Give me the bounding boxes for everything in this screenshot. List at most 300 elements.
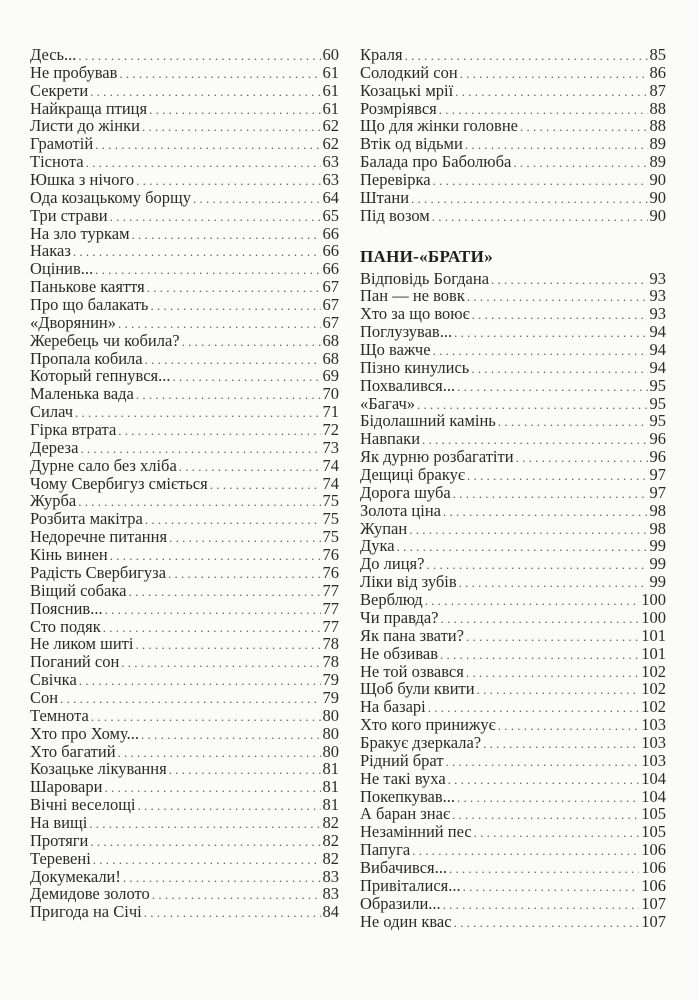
toc-left-column <box>30 46 339 921</box>
toc-entry-page: 83 <box>322 866 339 886</box>
dot-leader <box>90 83 320 101</box>
toc-entry <box>30 653 339 671</box>
dot-leader <box>123 869 321 887</box>
toc-entry <box>30 635 339 653</box>
dot-leader <box>104 779 320 797</box>
section-gap <box>360 225 666 244</box>
toc-entry-page: 74 <box>322 455 339 475</box>
toc-entry-title: «Багач» <box>360 393 416 413</box>
toc-entry <box>360 752 666 770</box>
toc-entry <box>30 850 339 868</box>
toc-entry-page: 103 <box>641 732 666 752</box>
toc-entry-title: Не такі вуха <box>360 768 446 788</box>
toc-entry-page: 95 <box>649 375 666 395</box>
toc-entry-page: 93 <box>649 286 666 306</box>
toc-entry-title: Пояснив... <box>30 598 103 618</box>
toc-entry-title: Балада про Баболюба <box>360 152 512 172</box>
dot-leader <box>474 824 640 842</box>
dot-leader <box>168 565 320 583</box>
toc-entry <box>360 377 666 395</box>
toc-entry-title: Жеребець чи кобила? <box>30 330 180 350</box>
toc-entry-title: Дещиці бракує <box>360 465 465 485</box>
toc-entry-title: Що важче <box>360 340 431 360</box>
toc-right-top-list <box>360 46 666 225</box>
toc-entry <box>30 457 339 475</box>
toc-entry-title: Бідолашний камінь <box>360 411 496 431</box>
toc-entry-title: На вищі <box>30 812 88 832</box>
toc-entry <box>30 546 339 564</box>
toc-entry-title: Відповідь Богдана <box>360 268 490 288</box>
toc-entry-title: Верблюд <box>360 590 423 610</box>
toc-right-column <box>360 46 666 930</box>
toc-entry-title: Хто за що воює <box>360 304 470 324</box>
toc-entry-page: 70 <box>322 384 339 404</box>
toc-entry-title: Поглузував... <box>360 322 453 342</box>
toc-entry-title: Протяги <box>30 830 89 850</box>
toc-entry <box>30 207 339 225</box>
toc-entry <box>30 82 339 100</box>
toc-entry <box>30 367 339 385</box>
toc-entry-title: Привіталися... <box>360 875 461 895</box>
toc-entry-title: Тіснота <box>30 152 84 172</box>
toc-entry-page: 106 <box>641 840 666 860</box>
toc-entry-page: 80 <box>322 723 339 743</box>
toc-entry-page: 63 <box>322 170 339 190</box>
toc-entry-title: Дурне сало без хліба <box>30 455 177 475</box>
toc-entry-page: 94 <box>649 357 666 377</box>
toc-entry-title: Найкраща птиця <box>30 98 148 118</box>
toc-entry-title: Гірка втрата <box>30 420 117 440</box>
toc-entry <box>360 82 666 100</box>
toc-entry-title: Пізно кинулись <box>360 357 470 377</box>
toc-entry <box>360 135 666 153</box>
toc-entry-page: 81 <box>322 759 339 779</box>
toc-entry <box>30 260 339 278</box>
toc-entry-title: Козацькі мрії <box>360 80 454 100</box>
toc-entry <box>30 153 339 171</box>
toc-entry-page: 93 <box>649 304 666 324</box>
toc-entry <box>360 805 666 823</box>
dot-leader <box>397 538 648 556</box>
toc-entry-title: Хто кого принижує <box>360 715 496 735</box>
toc-entry <box>30 528 339 546</box>
toc-entry-title: Дука <box>360 536 395 556</box>
toc-entry-title: Теревені <box>30 848 91 868</box>
toc-entry-page: 106 <box>641 857 666 877</box>
toc-entry-title: Козацьке лікування <box>30 759 167 779</box>
toc-entry-title: «Дворянин» <box>30 312 117 332</box>
toc-entry-page: 84 <box>322 902 339 922</box>
toc-entry-title: Не обзивав <box>360 643 439 663</box>
dot-leader <box>91 708 321 726</box>
toc-entry-title: Сон <box>30 687 59 707</box>
dot-leader <box>472 306 648 324</box>
toc-entry-title: Як пана звати? <box>360 625 464 645</box>
dot-leader <box>119 65 320 83</box>
toc-entry-page: 98 <box>649 518 666 538</box>
toc-entry-title: Щоб були квити <box>360 679 475 699</box>
toc-entry-page: 102 <box>641 661 666 681</box>
dot-leader <box>460 65 648 83</box>
toc-entry <box>360 734 666 752</box>
toc-entry-page: 105 <box>641 822 666 842</box>
toc-entry-page: 96 <box>649 447 666 467</box>
toc-entry-page: 80 <box>322 705 339 725</box>
toc-section-list <box>360 270 666 931</box>
toc-entry-title: Жупан <box>360 518 408 538</box>
toc-entry-title: Дорога шуба <box>360 482 451 502</box>
toc-entry-title: Чому Свербигуз сміється <box>30 473 208 493</box>
toc-entry-title: Не один квас <box>360 911 452 931</box>
toc-entry-page: 97 <box>649 465 666 485</box>
toc-entry-page: 103 <box>641 715 666 735</box>
toc-entry-title: Папуга <box>360 840 411 860</box>
toc-entry <box>360 117 666 135</box>
toc-entry <box>360 153 666 171</box>
dot-leader <box>513 154 647 172</box>
toc-entry-title: Оцінив... <box>30 259 94 279</box>
toc-entry-page: 90 <box>649 170 666 190</box>
toc-entry-page: 107 <box>641 911 666 931</box>
toc-entry-page: 99 <box>649 554 666 574</box>
toc-entry <box>360 716 666 734</box>
toc-entry-page: 72 <box>322 420 339 440</box>
toc-entry-title: Кінь винен <box>30 545 108 565</box>
toc-entry-title: Незамінний пес <box>360 822 472 842</box>
toc-entry-page: 74 <box>322 473 339 493</box>
dot-leader <box>520 118 648 136</box>
toc-entry-page: 107 <box>641 893 666 913</box>
dot-leader <box>60 690 320 708</box>
dot-leader <box>147 279 321 297</box>
toc-entry-page: 82 <box>322 812 339 832</box>
toc-entry <box>360 877 666 895</box>
toc-entry-title: Пан — не вовк <box>360 286 465 306</box>
toc-entry <box>30 475 339 493</box>
toc-entry <box>30 510 339 528</box>
toc-entry <box>360 502 666 520</box>
toc-entry-page: 104 <box>641 768 666 788</box>
toc-entry-title: Юшка з нічого <box>30 170 135 190</box>
toc-entry-title: На базарі <box>360 697 426 717</box>
dot-leader <box>467 288 648 306</box>
toc-entry-page: 60 <box>322 45 339 64</box>
toc-entry-page: 86 <box>649 62 666 82</box>
toc-entry <box>30 296 339 314</box>
toc-entry-page: 85 <box>649 45 666 64</box>
toc-entry <box>30 760 339 778</box>
dot-leader <box>449 860 639 878</box>
toc-entry-page: 88 <box>649 98 666 118</box>
toc-entry-page: 99 <box>649 536 666 556</box>
dot-leader <box>452 806 639 824</box>
toc-entry <box>360 341 666 359</box>
toc-entry-page: 69 <box>322 366 339 386</box>
toc-entry-title: Вічні веселощі <box>30 795 136 815</box>
toc-entry-title: Як дурню розбагатіти <box>360 447 514 467</box>
toc-entry-title: Бракує дзеркала? <box>360 732 482 752</box>
toc-entry <box>30 100 339 118</box>
toc-entry <box>30 385 339 403</box>
toc-entry <box>30 618 339 636</box>
toc-entry-title: Темнота <box>30 705 89 725</box>
dot-leader <box>441 610 640 628</box>
toc-entry-title: Навпаки <box>360 429 421 449</box>
toc-entry <box>360 913 666 931</box>
toc-entry <box>360 680 666 698</box>
toc-entry-page: 102 <box>641 679 666 699</box>
dot-leader <box>454 324 647 342</box>
toc-entry <box>30 778 339 796</box>
dot-leader <box>477 681 640 699</box>
toc-entry-title: Не ликом шиті <box>30 634 134 654</box>
dot-leader <box>498 717 640 735</box>
toc-entry-page: 80 <box>322 741 339 761</box>
dot-leader <box>73 243 321 261</box>
toc-entry <box>30 350 339 368</box>
toc-entry-page: 76 <box>322 562 339 582</box>
toc-entry <box>30 171 339 189</box>
toc-entry-page: 66 <box>322 259 339 279</box>
dot-leader <box>466 664 639 682</box>
toc-entry <box>30 242 339 260</box>
dot-leader <box>149 101 320 119</box>
toc-entry <box>360 823 666 841</box>
toc-entry-page: 61 <box>322 80 339 100</box>
toc-entry <box>360 609 666 627</box>
toc-entry-page: 67 <box>322 295 339 315</box>
toc-entry-page: 101 <box>641 643 666 663</box>
toc-entry <box>360 484 666 502</box>
toc-entry <box>360 395 666 413</box>
toc-entry-page: 98 <box>649 500 666 520</box>
dot-leader <box>169 761 321 779</box>
toc-entry-title: На зло туркам <box>30 223 130 243</box>
toc-entry <box>30 582 339 600</box>
toc-entry-title: Три страви <box>30 205 108 225</box>
toc-entry-page: 93 <box>649 268 666 288</box>
toc-entry-page: 76 <box>322 545 339 565</box>
dot-leader <box>105 601 321 619</box>
toc-entry <box>360 171 666 189</box>
toc-entry-title: Що для жінки головне <box>360 116 518 136</box>
toc-entry <box>30 135 339 153</box>
toc-entry-page: 88 <box>649 116 666 136</box>
toc-entry <box>30 796 339 814</box>
toc-entry-page: 66 <box>322 241 339 261</box>
toc-entry <box>30 189 339 207</box>
toc-entry-page: 99 <box>649 572 666 592</box>
toc-entry-title: Шаровари <box>30 777 103 797</box>
toc-entry-title: Десь... <box>30 45 77 64</box>
toc-entry-page: 78 <box>322 652 339 672</box>
dot-leader <box>179 458 321 476</box>
toc-entry-page: 100 <box>641 590 666 610</box>
toc-entry-page: 68 <box>322 330 339 350</box>
toc-entry-title: Чи правда? <box>360 607 439 627</box>
toc-entry-title: Розмріявся <box>360 98 437 118</box>
toc-entry <box>360 841 666 859</box>
toc-entry-title: Докумекали! <box>30 866 121 886</box>
toc-entry <box>30 117 339 135</box>
dot-leader <box>443 503 648 521</box>
dot-leader <box>141 726 321 744</box>
toc-entry-title: Не пробував <box>30 62 118 82</box>
dot-leader <box>137 797 320 815</box>
toc-entry-page: 103 <box>641 750 666 770</box>
toc-entry-title: Недоречне питання <box>30 527 168 547</box>
toc-entry-page: 65 <box>322 205 339 225</box>
dot-leader <box>498 413 648 431</box>
toc-entry-title: Образили... <box>360 893 441 913</box>
dot-leader <box>145 511 321 529</box>
toc-entry <box>360 555 666 573</box>
dot-leader <box>144 904 321 922</box>
toc-entry <box>30 564 339 582</box>
toc-entry-page: 102 <box>641 697 666 717</box>
dot-leader <box>411 190 647 208</box>
toc-entry <box>360 100 666 118</box>
toc-entry <box>30 421 339 439</box>
dot-leader <box>459 574 648 592</box>
toc-entry-title: Не той озвався <box>360 661 464 681</box>
toc-entry-page: 61 <box>322 98 339 118</box>
toc-entry-title: Рідний брат <box>360 750 444 770</box>
dot-leader <box>463 878 640 896</box>
toc-entry <box>360 859 666 877</box>
toc-entry-page: 100 <box>641 607 666 627</box>
dot-leader <box>453 485 648 503</box>
toc-entry <box>30 689 339 707</box>
toc-entry-title: Золота ціна <box>360 500 441 520</box>
toc-entry-title: Краля <box>360 45 403 64</box>
dot-leader <box>150 297 320 315</box>
toc-entry-page: 94 <box>649 340 666 360</box>
toc-entry-page: 62 <box>322 116 339 136</box>
toc-entry-page: 75 <box>322 509 339 529</box>
toc-entry-page: 82 <box>322 848 339 868</box>
toc-entry-title: Секрети <box>30 80 89 100</box>
dot-leader <box>409 521 647 539</box>
toc-entry-title: Хто про Хому... <box>30 723 139 743</box>
toc-entry-title: Пропала кобила <box>30 348 143 368</box>
toc-entry <box>30 671 339 689</box>
toc-entry <box>30 903 339 921</box>
toc-entry-title: Хто багатий <box>30 741 116 761</box>
toc-entry-page: 66 <box>322 223 339 243</box>
toc-entry-page: 87 <box>649 80 666 100</box>
dot-leader <box>455 83 647 101</box>
toc-entry <box>30 278 339 296</box>
toc-entry-page: 83 <box>322 884 339 904</box>
toc-entry-title: Журба <box>30 491 77 511</box>
dot-leader <box>425 592 640 610</box>
toc-entry <box>30 439 339 457</box>
toc-entry-title: Пригода на Січі <box>30 902 142 922</box>
toc-entry-page: 75 <box>322 527 339 547</box>
toc-entry-title: Ліки від зубів <box>360 572 457 592</box>
toc-entry <box>360 430 666 448</box>
toc-entry-page: 61 <box>322 62 339 82</box>
toc-entry-title: Розбита макітра <box>30 509 143 529</box>
toc-entry-title: Перевірка <box>360 170 431 190</box>
toc-entry-page: 73 <box>322 437 339 457</box>
toc-entry <box>360 591 666 609</box>
toc-entry-title: Наказ <box>30 241 71 261</box>
section-heading: ПАНИ-«БРАТИ» <box>360 246 494 266</box>
toc-entry-page: 77 <box>322 580 339 600</box>
dot-leader <box>152 886 321 904</box>
toc-entry <box>360 537 666 555</box>
dot-leader <box>128 583 320 601</box>
toc-entry-title: А баран знає <box>360 804 451 824</box>
toc-entry-page: 79 <box>322 670 339 690</box>
toc-entry-page: 68 <box>322 348 339 368</box>
toc-entry-title: Который гепнувся... <box>30 366 171 386</box>
toc-entry <box>360 466 666 484</box>
dot-leader <box>433 172 648 190</box>
dot-leader <box>132 226 321 244</box>
toc-entry <box>30 743 339 761</box>
toc-entry-page: 75 <box>322 491 339 511</box>
toc-entry <box>360 305 666 323</box>
toc-entry <box>360 573 666 591</box>
dot-leader <box>121 654 320 672</box>
toc-entry-title: Дереза <box>30 437 79 457</box>
dot-leader <box>89 815 320 833</box>
toc-entry <box>360 412 666 430</box>
toc-entry <box>360 46 666 64</box>
dot-leader <box>79 672 321 690</box>
toc-entry-page: 78 <box>322 634 339 654</box>
toc-entry-page: 90 <box>649 187 666 207</box>
toc-entry-page: 63 <box>322 152 339 172</box>
toc-entry-page: 89 <box>649 134 666 154</box>
toc-entry-page: 79 <box>322 687 339 707</box>
toc-entry <box>360 64 666 82</box>
toc-entry-title: Ода козацькому борщу <box>30 187 191 207</box>
toc-entry-title: Листи до жінки <box>30 116 140 136</box>
toc-entry-title: Паньковe каяття <box>30 277 145 297</box>
dot-leader <box>93 851 321 869</box>
toc-entry <box>30 814 339 832</box>
toc-entry-page: 90 <box>649 205 666 225</box>
toc-entry-title: Вибачився... <box>360 857 448 877</box>
toc-entry-title: Під возом <box>360 205 430 225</box>
toc-entry <box>360 627 666 645</box>
toc-entry-page: 101 <box>641 625 666 645</box>
toc-entry <box>30 403 339 421</box>
dot-leader <box>193 190 321 208</box>
toc-entry-page: 82 <box>322 830 339 850</box>
toc-entry-page: 81 <box>322 777 339 797</box>
toc-entry <box>360 270 666 288</box>
dot-leader <box>142 118 321 136</box>
toc-entry-title: Силач <box>30 402 74 422</box>
toc-entry <box>30 64 339 82</box>
dot-leader <box>457 789 639 807</box>
dot-leader <box>446 753 640 771</box>
toc-entry <box>360 323 666 341</box>
dot-leader <box>95 136 320 154</box>
toc-entry-page: 81 <box>322 795 339 815</box>
toc-entry-page: 67 <box>322 312 339 332</box>
toc-entry <box>30 600 339 618</box>
toc-entry <box>30 46 339 64</box>
toc-entry-title: Втік од відьми <box>360 134 463 154</box>
toc-entry-title: Свічка <box>30 670 77 690</box>
dot-leader <box>118 422 320 440</box>
